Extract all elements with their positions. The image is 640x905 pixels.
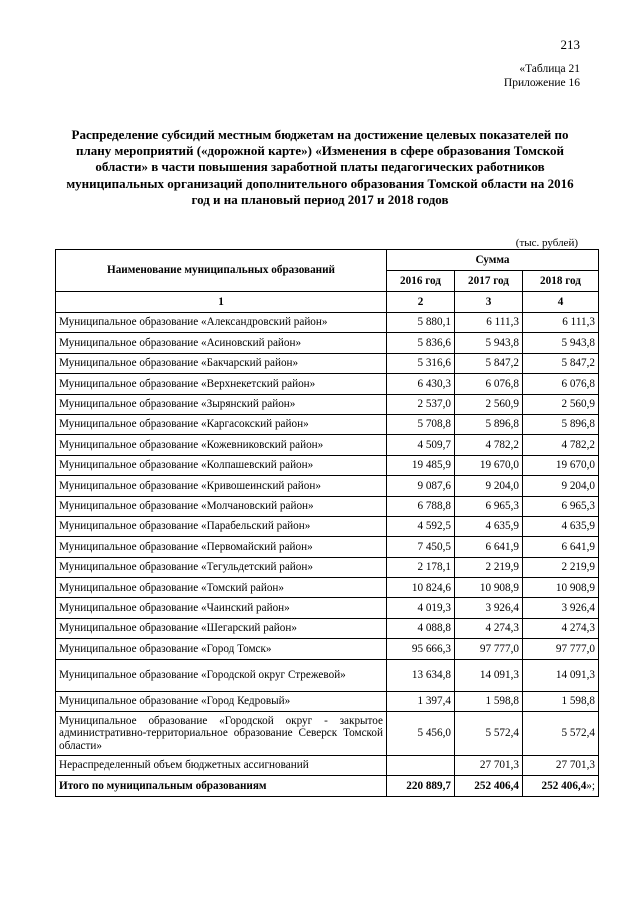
column-number: 4 [523, 292, 599, 313]
value-2017: 97 777,0 [455, 639, 523, 659]
value-2018: 3 926,4 [523, 598, 599, 618]
total-row [56, 776, 599, 797]
table-row [56, 659, 599, 691]
value-2016: 5 880,1 [387, 313, 455, 333]
total-2018: 252 406,4 [541, 780, 587, 793]
row-name: Муниципальное образование «Зырянский район» [56, 394, 387, 414]
value-2016: 95 666,3 [387, 639, 455, 659]
value-2016: 6 430,3 [387, 374, 455, 394]
row-name: Муниципальное образование «Кожевниковский район» [56, 435, 387, 455]
table-row [56, 756, 599, 776]
header-sum: Сумма [387, 250, 599, 271]
value-2018: 19 670,0 [523, 455, 599, 475]
value-2017: 5 896,8 [455, 414, 523, 434]
value-2016: 7 450,5 [387, 537, 455, 557]
value-2016: 4 019,3 [387, 598, 455, 618]
value-2018: 6 111,3 [523, 313, 599, 333]
appendix-reference [504, 62, 580, 90]
row-name: Муниципальное образование «Город Томск» [56, 639, 387, 659]
row-name: Муниципальное образование «Чаинский район» [56, 598, 387, 618]
row-name: Муниципальное образование «Кривошеинский район» [56, 476, 387, 496]
table-row [56, 414, 599, 434]
row-name: Муниципальное образование «Асиновский район» [56, 333, 387, 353]
row-name: Муниципальное образование «Александровский район» [56, 313, 387, 333]
value-2018: 27 701,3 [523, 756, 599, 776]
table-row [56, 537, 599, 557]
table-row [56, 394, 599, 414]
value-2016: 2 178,1 [387, 557, 455, 577]
value-2017: 6 965,3 [455, 496, 523, 516]
value-2018: 4 635,9 [523, 516, 599, 536]
table-row [56, 598, 599, 618]
table-row [56, 691, 599, 711]
value-2018: 5 847,2 [523, 353, 599, 373]
value-2017: 4 782,2 [455, 435, 523, 455]
value-2017: 1 598,8 [455, 691, 523, 711]
value-2017: 27 701,3 [455, 756, 523, 776]
value-2017: 5 943,8 [455, 333, 523, 353]
table-row [56, 618, 599, 638]
row-name: Муниципальное образование «Городской округ Стрежевой» [56, 659, 387, 691]
value-2018: 9 204,0 [523, 476, 599, 496]
value-2017: 2 560,9 [455, 394, 523, 414]
row-name: Муниципальное образование «Тегульдетский район» [56, 557, 387, 577]
value-2017: 3 926,4 [455, 598, 523, 618]
document-title: Распределение субсидий местным бюджетам на достижение целевых показателей по плану мероприятий («дорожной карте») «Изменения в сфере образования Томской области» в части повышения заработной платы педагогических работников муниципальных организаций дополнительного образования Томской области на 2016 год и на плановый период 2017 и 2018 годов [66, 127, 574, 207]
value-2016: 9 087,6 [387, 476, 455, 496]
row-name: Муниципальное образование «Городской округ - закрытое административно-территориальное образование Северск Томской области» [56, 712, 387, 756]
value-2016: 4 088,8 [387, 618, 455, 638]
row-name: Муниципальное образование «Томский район» [56, 578, 387, 598]
value-2016: 5 836,6 [387, 333, 455, 353]
table-row [56, 435, 599, 455]
value-2018: 6 641,9 [523, 537, 599, 557]
column-number: 1 [56, 292, 387, 313]
table-row [56, 374, 599, 394]
appendix-table-label: «Таблица 21 [519, 63, 580, 75]
appendix-label: Приложение 16 [503, 77, 580, 89]
row-name: Муниципальное образование «Каргасокский район» [56, 414, 387, 434]
value-2018: 2 560,9 [523, 394, 599, 414]
units-label: (тыс. рублей) [515, 237, 578, 249]
value-2018: 6 965,3 [523, 496, 599, 516]
value-2018: 14 091,3 [523, 659, 599, 691]
header-year-2016: 2016 год [387, 271, 455, 292]
value-2016: 6 788,8 [387, 496, 455, 516]
row-name: Муниципальное образование «Молчановский район» [56, 496, 387, 516]
value-2016 [387, 756, 455, 776]
table-row [56, 313, 599, 333]
page-number: 213 [560, 37, 580, 52]
value-2016: 4 592,5 [387, 516, 455, 536]
table-row [56, 333, 599, 353]
value-2018: 4 274,3 [523, 618, 599, 638]
value-2016: 5 316,6 [387, 353, 455, 373]
value-2016: 1 397,4 [387, 691, 455, 711]
value-2016: 5 708,8 [387, 414, 455, 434]
value-2018: 5 896,8 [523, 414, 599, 434]
value-2017: 14 091,3 [455, 659, 523, 691]
row-name: Муниципальное образование «Колпашевский район» [56, 455, 387, 475]
row-name: Муниципальное образование «Первомайский район» [56, 537, 387, 557]
row-name: Муниципальное образование «Парабельский район» [56, 516, 387, 536]
header-year-2017: 2017 год [455, 271, 523, 292]
value-2017: 9 204,0 [455, 476, 523, 496]
row-name: Муниципальное образование «Верхнекетский район» [56, 374, 387, 394]
value-2017: 4 274,3 [455, 618, 523, 638]
table-row [56, 639, 599, 659]
table-row [56, 496, 599, 516]
row-name: Муниципальное образование «Бакчарский район» [56, 353, 387, 373]
table-row [56, 516, 599, 536]
closing-quote: »; [586, 780, 595, 793]
value-2016: 4 509,7 [387, 435, 455, 455]
value-2018: 97 777,0 [523, 639, 599, 659]
table-row [56, 455, 599, 475]
value-2018: 1 598,8 [523, 691, 599, 711]
total-2016: 220 889,7 [387, 776, 455, 797]
header-year-2018: 2018 год [523, 271, 599, 292]
value-2016: 19 485,9 [387, 455, 455, 475]
value-2017: 5 847,2 [455, 353, 523, 373]
row-name: Нераспределенный объем бюджетных ассигнований [56, 756, 387, 776]
total-2018-cell [523, 776, 599, 797]
value-2018: 2 219,9 [523, 557, 599, 577]
table-row [56, 578, 599, 598]
total-2017: 252 406,4 [455, 776, 523, 797]
value-2018: 5 572,4 [523, 712, 599, 756]
value-2017: 6 076,8 [455, 374, 523, 394]
value-2018: 10 908,9 [523, 578, 599, 598]
table-row [56, 712, 599, 756]
value-2017: 2 219,9 [455, 557, 523, 577]
value-2017: 19 670,0 [455, 455, 523, 475]
column-number: 3 [455, 292, 523, 313]
value-2016: 5 456,0 [387, 712, 455, 756]
value-2017: 6 641,9 [455, 537, 523, 557]
value-2016: 2 537,0 [387, 394, 455, 414]
total-label: Итого по муниципальным образованиям [56, 776, 387, 797]
row-name: Муниципальное образование «Шегарский район» [56, 618, 387, 638]
table-row [56, 353, 599, 373]
value-2016: 13 634,8 [387, 659, 455, 691]
row-name: Муниципальное образование «Город Кедровый» [56, 691, 387, 711]
value-2017: 10 908,9 [455, 578, 523, 598]
value-2018: 4 782,2 [523, 435, 599, 455]
value-2016: 10 824,6 [387, 578, 455, 598]
table-row [56, 476, 599, 496]
subsidy-table [55, 249, 599, 797]
value-2017: 5 572,4 [455, 712, 523, 756]
value-2018: 6 076,8 [523, 374, 599, 394]
header-name: Наименование муниципальных образований [56, 250, 387, 292]
value-2017: 4 635,9 [455, 516, 523, 536]
column-number: 2 [387, 292, 455, 313]
value-2017: 6 111,3 [455, 313, 523, 333]
table-row [56, 557, 599, 577]
value-2018: 5 943,8 [523, 333, 599, 353]
